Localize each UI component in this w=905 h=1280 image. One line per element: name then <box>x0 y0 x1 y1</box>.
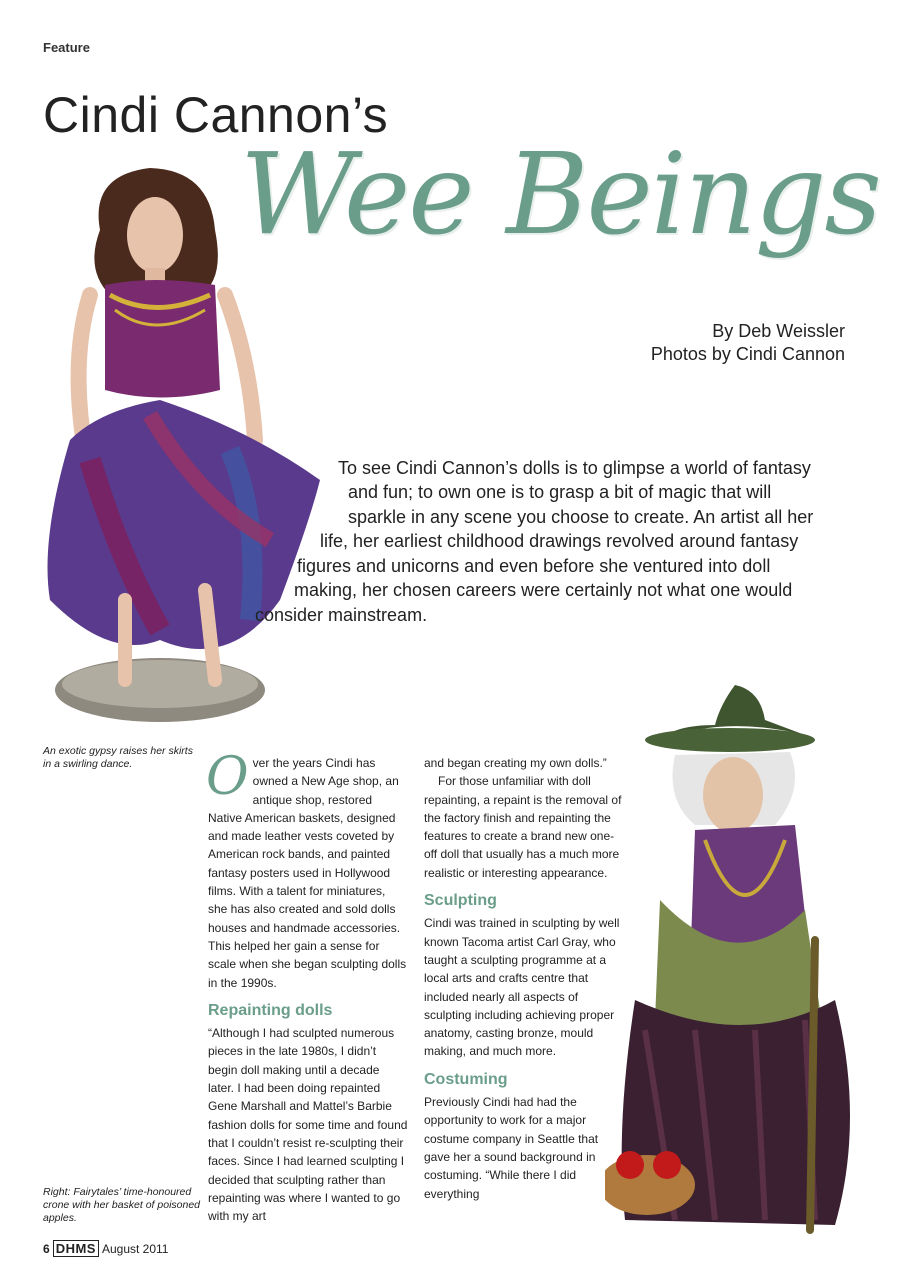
lede-line-6: making, her chosen careers were certainly not what one would <box>294 580 793 600</box>
byline <box>651 320 845 366</box>
heading-repainting: Repainting dolls <box>208 1001 333 1019</box>
lede-line-1: To see Cindi Cannon’s dolls is to glimpse a world of fantasy <box>338 458 811 478</box>
walking-stick <box>810 940 815 1230</box>
repainting-text: “Although I had sculpted numerous pieces in the late 1980s, I didn’t begin doll making until a decade later. I had been doing repainted Gene Marshall and Mattel’s Barbie fashion dolls for some time and found that I couldn’t resist re-sculpting their faces. Since I had learned sculpting I decided that sculpting rather than repainting was where I wanted to go with my art <box>208 1026 408 1224</box>
intro-text: ver the years Cindi has owned a New Age shop, an antique shop, restored Native American baskets, designed and made leather vests coveted by American rock bands, and painted fantasy posters used in Hollywood films. With a talent for miniatures, she has also created and sold dolls houses and handmade accessories. This helped her gain a sense for scale when she began sculpting dolls in the 1990s. <box>208 756 407 990</box>
column-1 <box>206 747 408 1225</box>
caption-crone: Right: Fairytales’ time-honoured crone with her basket of poisoned apples. <box>43 1186 201 1224</box>
face <box>127 197 183 273</box>
section-label: Feature <box>43 40 90 55</box>
issue-date: August 2011 <box>101 1242 169 1256</box>
column-2 <box>424 754 624 1203</box>
caption-gypsy: An exotic gypsy raises her skirts in a swirling dance. <box>43 745 193 770</box>
page-number: 6 <box>43 1242 50 1256</box>
gypsy-doll-photo <box>30 160 330 730</box>
apple-2 <box>653 1151 681 1179</box>
script-title: Wee Beings <box>240 130 880 260</box>
apple-1 <box>616 1151 644 1179</box>
byline-author: By Deb Weissler <box>712 321 845 341</box>
drop-cap: O <box>206 747 249 807</box>
lede-line-3: sparkle in any scene you choose to create. An artist all her <box>348 507 814 527</box>
lede-line-7: consider mainstream. <box>255 605 428 625</box>
lede-line-2: and fun; to own one is to grasp a bit of magic that will <box>348 482 772 502</box>
continued-text: and began creating my own dolls.” <box>424 756 607 770</box>
repaint-definition: For those unfamiliar with doll repainting, a repaint is the removal of the factory finish and repainting the features to create a brand new one-off doll that usually has a much more realistic or interesting appearance. <box>424 774 622 880</box>
costuming-text: Previously Cindi had had the opportunity to work for a major costume company in Seattle that gave her a sound background in costuming. “While there I did everything <box>424 1095 599 1201</box>
intro-paragraph <box>206 747 408 992</box>
lede-line-4: life, her earliest childhood drawings revolved around fantasy <box>320 531 799 551</box>
heading-sculpting: Sculpting <box>424 892 497 910</box>
lede-line-5: figures and unicorns and even before she ventured into doll <box>297 556 771 576</box>
sculpting-text: Cindi was trained in sculpting by well known Tacoma artist Carl Gray, who taught a sculpting programme at a local arts and crafts centre that included nearly all aspects of sculpting including achieving proper anatomy, casting bronze, mould making, and much more. <box>424 916 620 1059</box>
byline-photos: Photos by Cindi Cannon <box>650 344 845 364</box>
magazine-logo: DHMS <box>53 1240 99 1257</box>
heading-costuming: Costuming <box>424 1070 508 1088</box>
crone-face <box>703 757 763 833</box>
article-title: Cindi Cannon’s <box>43 87 389 143</box>
page-footer <box>43 1241 168 1256</box>
crone-doll-photo <box>605 680 875 1240</box>
